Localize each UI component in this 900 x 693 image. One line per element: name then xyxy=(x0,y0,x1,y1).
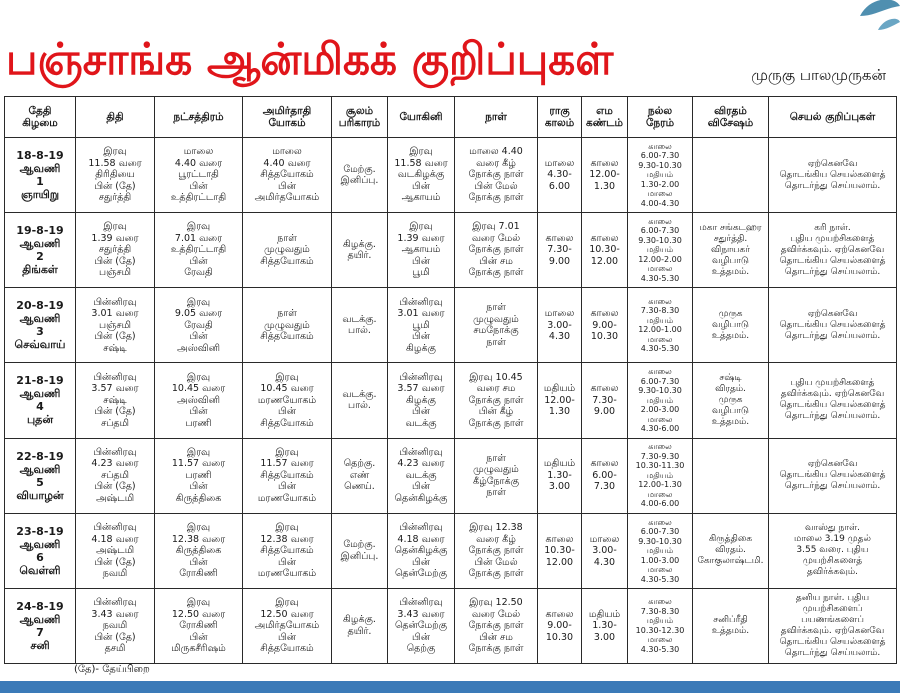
col-header-soolam: சூலம் பரிகாரம் xyxy=(332,97,388,138)
star-cell: இரவு 7.01 வரை உத்திரட்டாதி பின் ரேவதி xyxy=(155,213,243,288)
col-header-rahu: ராகு காலம் xyxy=(538,97,582,138)
ema-cell: மாலை 3.00- 4.30 xyxy=(582,513,628,588)
date-cell: 22-8-19 ஆவணி 5 வியாழன் xyxy=(5,438,76,513)
table-row xyxy=(5,513,897,588)
naal-cell: இரவு 7.01 வரை மேல் நோக்கு நாள் பின் சம நோக்கு நாள் xyxy=(455,213,538,288)
viratham-cell: முருக வழிபாடு உத்தமம். xyxy=(693,288,769,363)
rahu-cell: மதியம் 12.00- 1.30 xyxy=(538,363,582,438)
nalla-neram-cell: காலை 7.30-8.30 மதியம் 10.30-12.30 மாலை 4.30-5.30 xyxy=(628,588,693,663)
naal-cell: இரவு 12.38 வரை கீழ் நோக்கு நாள் பின் மேல் நோக்கு நாள் xyxy=(455,513,538,588)
table-row xyxy=(5,138,897,213)
viratham-cell: சஷ்டி விரதம். முருக வழிபாடு உத்தமம். xyxy=(693,363,769,438)
nalla-neram-cell: காலை 6.00-7.30 9.30-10.30 மதியம் 1.30-2.00 மாலை 4.00-4.30 xyxy=(628,138,693,213)
thithi-cell: பின்னிரவு 4.18 வரை அஷ்டமி பின் (தே) நவமி xyxy=(76,513,155,588)
rahu-cell: மாலை 4.30- 6.00 xyxy=(538,138,582,213)
date-cell: 24-8-19 ஆவணி 7 சனி xyxy=(5,588,76,663)
star-cell: இரவு 10.45 வரை அஸ்வினி பின் பரணி xyxy=(155,363,243,438)
rahu-cell: மதியம் 1.30- 3.00 xyxy=(538,438,582,513)
yogam-cell: நாள் முழுவதும் சித்தயோகம் xyxy=(243,213,332,288)
col-header-date: தேதி கிழமை xyxy=(5,97,76,138)
naal-cell: இரவு 10.45 வரை சம நோக்கு நாள் பின் கீழ் நோக்கு நாள் xyxy=(455,363,538,438)
table-row xyxy=(5,588,897,663)
nalla-neram-cell: காலை 7.30-9.30 10.30-11.30 மதியம் 12.00-1.30 மாலை 4.00-6.00 xyxy=(628,438,693,513)
page-title: பஞ்சாங்க ஆன்மிகக் குறிப்புகள் xyxy=(6,34,614,85)
notes-cell: ஏற்கெனவே தொடங்கிய செயல்களைத் தொடர்ந்து செய்யலாம். xyxy=(769,438,897,513)
thithi-cell: இரவு 1.39 வரை சதுர்த்தி பின் (தே) பஞ்சமி xyxy=(76,213,155,288)
yogam-cell: நாள் முழுவதும் சித்தயோகம் xyxy=(243,288,332,363)
col-header-yogini: யோகினி xyxy=(388,97,455,138)
soolam-cell: மேற்கு. இனிப்பு. xyxy=(332,138,388,213)
viratham-cell: கிருத்திகை விரதம். கோகுலாஷ்டமி. xyxy=(693,513,769,588)
table-header-row xyxy=(5,97,897,138)
thithi-cell: இரவு 11.58 வரை திரிதியை பின் (தே) சதுர்த்தி xyxy=(76,138,155,213)
table-row xyxy=(5,288,897,363)
table-row xyxy=(5,438,897,513)
thithi-cell: பின்னிரவு 3.01 வரை பஞ்சமி பின் (தே) சஷ்டி xyxy=(76,288,155,363)
yogam-cell: இரவு 11.57 வரை சித்தயோகம் பின் மரணயோகம் xyxy=(243,438,332,513)
date-cell: 21-8-19 ஆவணி 4 புதன் xyxy=(5,363,76,438)
naal-cell: இரவு 12.50 வரை மேல் நோக்கு நாள் பின் சம நோக்கு நாள் xyxy=(455,588,538,663)
star-cell: மாலை 4.40 வரை பூரட்டாதி பின் உத்திரட்டாதி xyxy=(155,138,243,213)
thithi-cell: பின்னிரவு 4.23 வரை சப்தமி பின் (தே) அஷ்டமி xyxy=(76,438,155,513)
date-cell: 19-8-19 ஆவணி 2 திங்கள் xyxy=(5,213,76,288)
thithi-cell: பின்னிரவு 3.43 வரை நவமி பின் (தே) தசமி xyxy=(76,588,155,663)
viratham-cell: சனிப்ரீதி உத்தமம். xyxy=(693,588,769,663)
ema-cell: காலை 12.00- 1.30 xyxy=(582,138,628,213)
table-row xyxy=(5,213,897,288)
rahu-cell: காலை 9.00- 10.30 xyxy=(538,588,582,663)
yogini-cell: பின்னிரவு 3.01 வரை பூமி பின் கிழக்கு xyxy=(388,288,455,363)
ema-cell: காலை 9.00- 10.30 xyxy=(582,288,628,363)
col-header-naal: நாள் xyxy=(455,97,538,138)
notes-cell: தனிய நாள். புதிய முயற்சிகளைப் பயணங்களைப் தவிர்க்கவும். ஏற்கெனவே தொடங்கிய செயல்களைத் தொடர்ந்து செய்யலாம். xyxy=(769,588,897,663)
yogini-cell: இரவு 1.39 வரை ஆகாயம் பின் பூமி xyxy=(388,213,455,288)
soolam-cell: வடக்கு. பால். xyxy=(332,363,388,438)
viratham-cell xyxy=(693,438,769,513)
ema-cell: காலை 10.30- 12.00 xyxy=(582,213,628,288)
notes-cell: கரி நாள். புதிய முயற்சிகளைத் தவிர்க்கவும். ஏற்கெனவே தொடங்கிய செயல்களைத் தொடர்ந்து செய்யலாம். xyxy=(769,213,897,288)
col-header-nalla-neram: நல்ல நேரம் xyxy=(628,97,693,138)
naal-cell: நாள் முழுவதும் சமநோக்கு நாள் xyxy=(455,288,538,363)
notes-cell: வாஸ்து நாள். மாலை 3.19 முதல் 3.55 வரை. புதிய முயற்சிகளைத் தவிர்க்கவும். xyxy=(769,513,897,588)
star-cell: இரவு 12.50 வரை ரோகிணி பின் மிருகசீரிஷம் xyxy=(155,588,243,663)
notes-cell: ஏற்கெனவே தொடங்கிய செயல்களைத் தொடர்ந்து செய்யலாம். xyxy=(769,288,897,363)
notes-cell: புதிய முயற்சிகளைத் தவிர்க்கவும். ஏற்கெனவே தொடங்கிய செயல்களைத் தொடர்ந்து செய்யலாம். xyxy=(769,363,897,438)
ema-cell: காலை 7.30- 9.00 xyxy=(582,363,628,438)
soolam-cell: கிழக்கு. தயிர். xyxy=(332,213,388,288)
star-cell: இரவு 9.05 வரை ரேவதி பின் அஸ்வினி xyxy=(155,288,243,363)
col-header-yogam: அமிர்தாதி யோகம் xyxy=(243,97,332,138)
yogam-cell: மாலை 4.40 வரை சித்தயோகம் பின் அமிர்தயோகம் xyxy=(243,138,332,213)
ema-cell: காலை 6.00- 7.30 xyxy=(582,438,628,513)
thithi-cell: பின்னிரவு 3.57 வரை சஷ்டி பின் (தே) சப்தமி xyxy=(76,363,155,438)
col-header-thithi: திதி xyxy=(76,97,155,138)
bottom-bar xyxy=(0,681,900,693)
naal-cell: மாலை 4.40 வரை கீழ் நோக்கு நாள் பின் மேல் நோக்கு நாள் xyxy=(455,138,538,213)
ema-cell: மதியம் 1.30- 3.00 xyxy=(582,588,628,663)
col-header-star: நட்சத்திரம் xyxy=(155,97,243,138)
author-name: முருகு பாலமுருகன் xyxy=(751,66,886,84)
viratham-cell: மகா சங்கடஹர சதுர்த்தி. விநாயகர் வழிபாடு உத்தமம். xyxy=(693,213,769,288)
footnote-legend: (தே)- தேய்பிறை xyxy=(74,664,150,675)
rahu-cell: மாலை 3.00- 4.30 xyxy=(538,288,582,363)
rahu-cell: காலை 7.30- 9.00 xyxy=(538,213,582,288)
nalla-neram-cell: காலை 6.00-7.30 9.30-10.30 மதியம் 12.00-2.00 மாலை 4.30-5.30 xyxy=(628,213,693,288)
panchangam-table xyxy=(4,96,897,664)
soolam-cell: தெற்கு. எண் ணெய். xyxy=(332,438,388,513)
naal-cell: நாள் முழுவதும் கீழ்நோக்கு நாள் xyxy=(455,438,538,513)
col-header-notes: செயல் குறிப்புகள் xyxy=(769,97,897,138)
nalla-neram-cell: காலை 6.00-7.30 9.30-10.30 மதியம் 2.00-3.00 மாலை 4.30-6.00 xyxy=(628,363,693,438)
col-header-ema: எம கண்டம் xyxy=(582,97,628,138)
yogam-cell: இரவு 12.38 வரை சித்தயோகம் பின் மரணயோகம் xyxy=(243,513,332,588)
rahu-cell: காலை 10.30- 12.00 xyxy=(538,513,582,588)
leaf-decoration-icon xyxy=(840,0,900,36)
yogam-cell: இரவு 12.50 வரை அமிர்தயோகம் பின் சித்தயோகம் xyxy=(243,588,332,663)
star-cell: இரவு 11.57 வரை பரணி பின் கிருத்திகை xyxy=(155,438,243,513)
yogini-cell: பின்னிரவு 4.23 வரை வடக்கு பின் தென்கிழக்கு xyxy=(388,438,455,513)
col-header-viratham: விரதம் விசேஷம் xyxy=(693,97,769,138)
star-cell: இரவு 12.38 வரை கிருத்திகை பின் ரோகிணி xyxy=(155,513,243,588)
yogini-cell: பின்னிரவு 4.18 வரை தென்கிழக்கு பின் தென்மேற்கு xyxy=(388,513,455,588)
yogini-cell: இரவு 11.58 வரை வடகிழக்கு பின் ஆகாயம் xyxy=(388,138,455,213)
notes-cell: ஏற்கெனவே தொடங்கிய செயல்களைத் தொடர்ந்து செய்யலாம். xyxy=(769,138,897,213)
date-cell: 23-8-19 ஆவணி 6 வெள்ளி xyxy=(5,513,76,588)
soolam-cell: வடக்கு. பால். xyxy=(332,288,388,363)
soolam-cell: கிழக்கு. தயிர். xyxy=(332,588,388,663)
date-cell: 20-8-19 ஆவணி 3 செவ்வாய் xyxy=(5,288,76,363)
yogini-cell: பின்னிரவு 3.43 வரை தென்மேற்கு பின் தெற்கு xyxy=(388,588,455,663)
yogam-cell: இரவு 10.45 வரை மரணயோகம் பின் சித்தயோகம் xyxy=(243,363,332,438)
table-row xyxy=(5,363,897,438)
date-cell: 18-8-19 ஆவணி 1 ஞாயிறு xyxy=(5,138,76,213)
nalla-neram-cell: காலை 7.30-8.30 மதியம் 12.00-1.00 மாலை 4.30-5.30 xyxy=(628,288,693,363)
viratham-cell xyxy=(693,138,769,213)
yogini-cell: பின்னிரவு 3.57 வரை கிழக்கு பின் வடக்கு xyxy=(388,363,455,438)
soolam-cell: மேற்கு. இனிப்பு. xyxy=(332,513,388,588)
nalla-neram-cell: காலை 6.00-7.30 9.30-10.30 மதியம் 1.00-3.00 மாலை 4.30-5.30 xyxy=(628,513,693,588)
